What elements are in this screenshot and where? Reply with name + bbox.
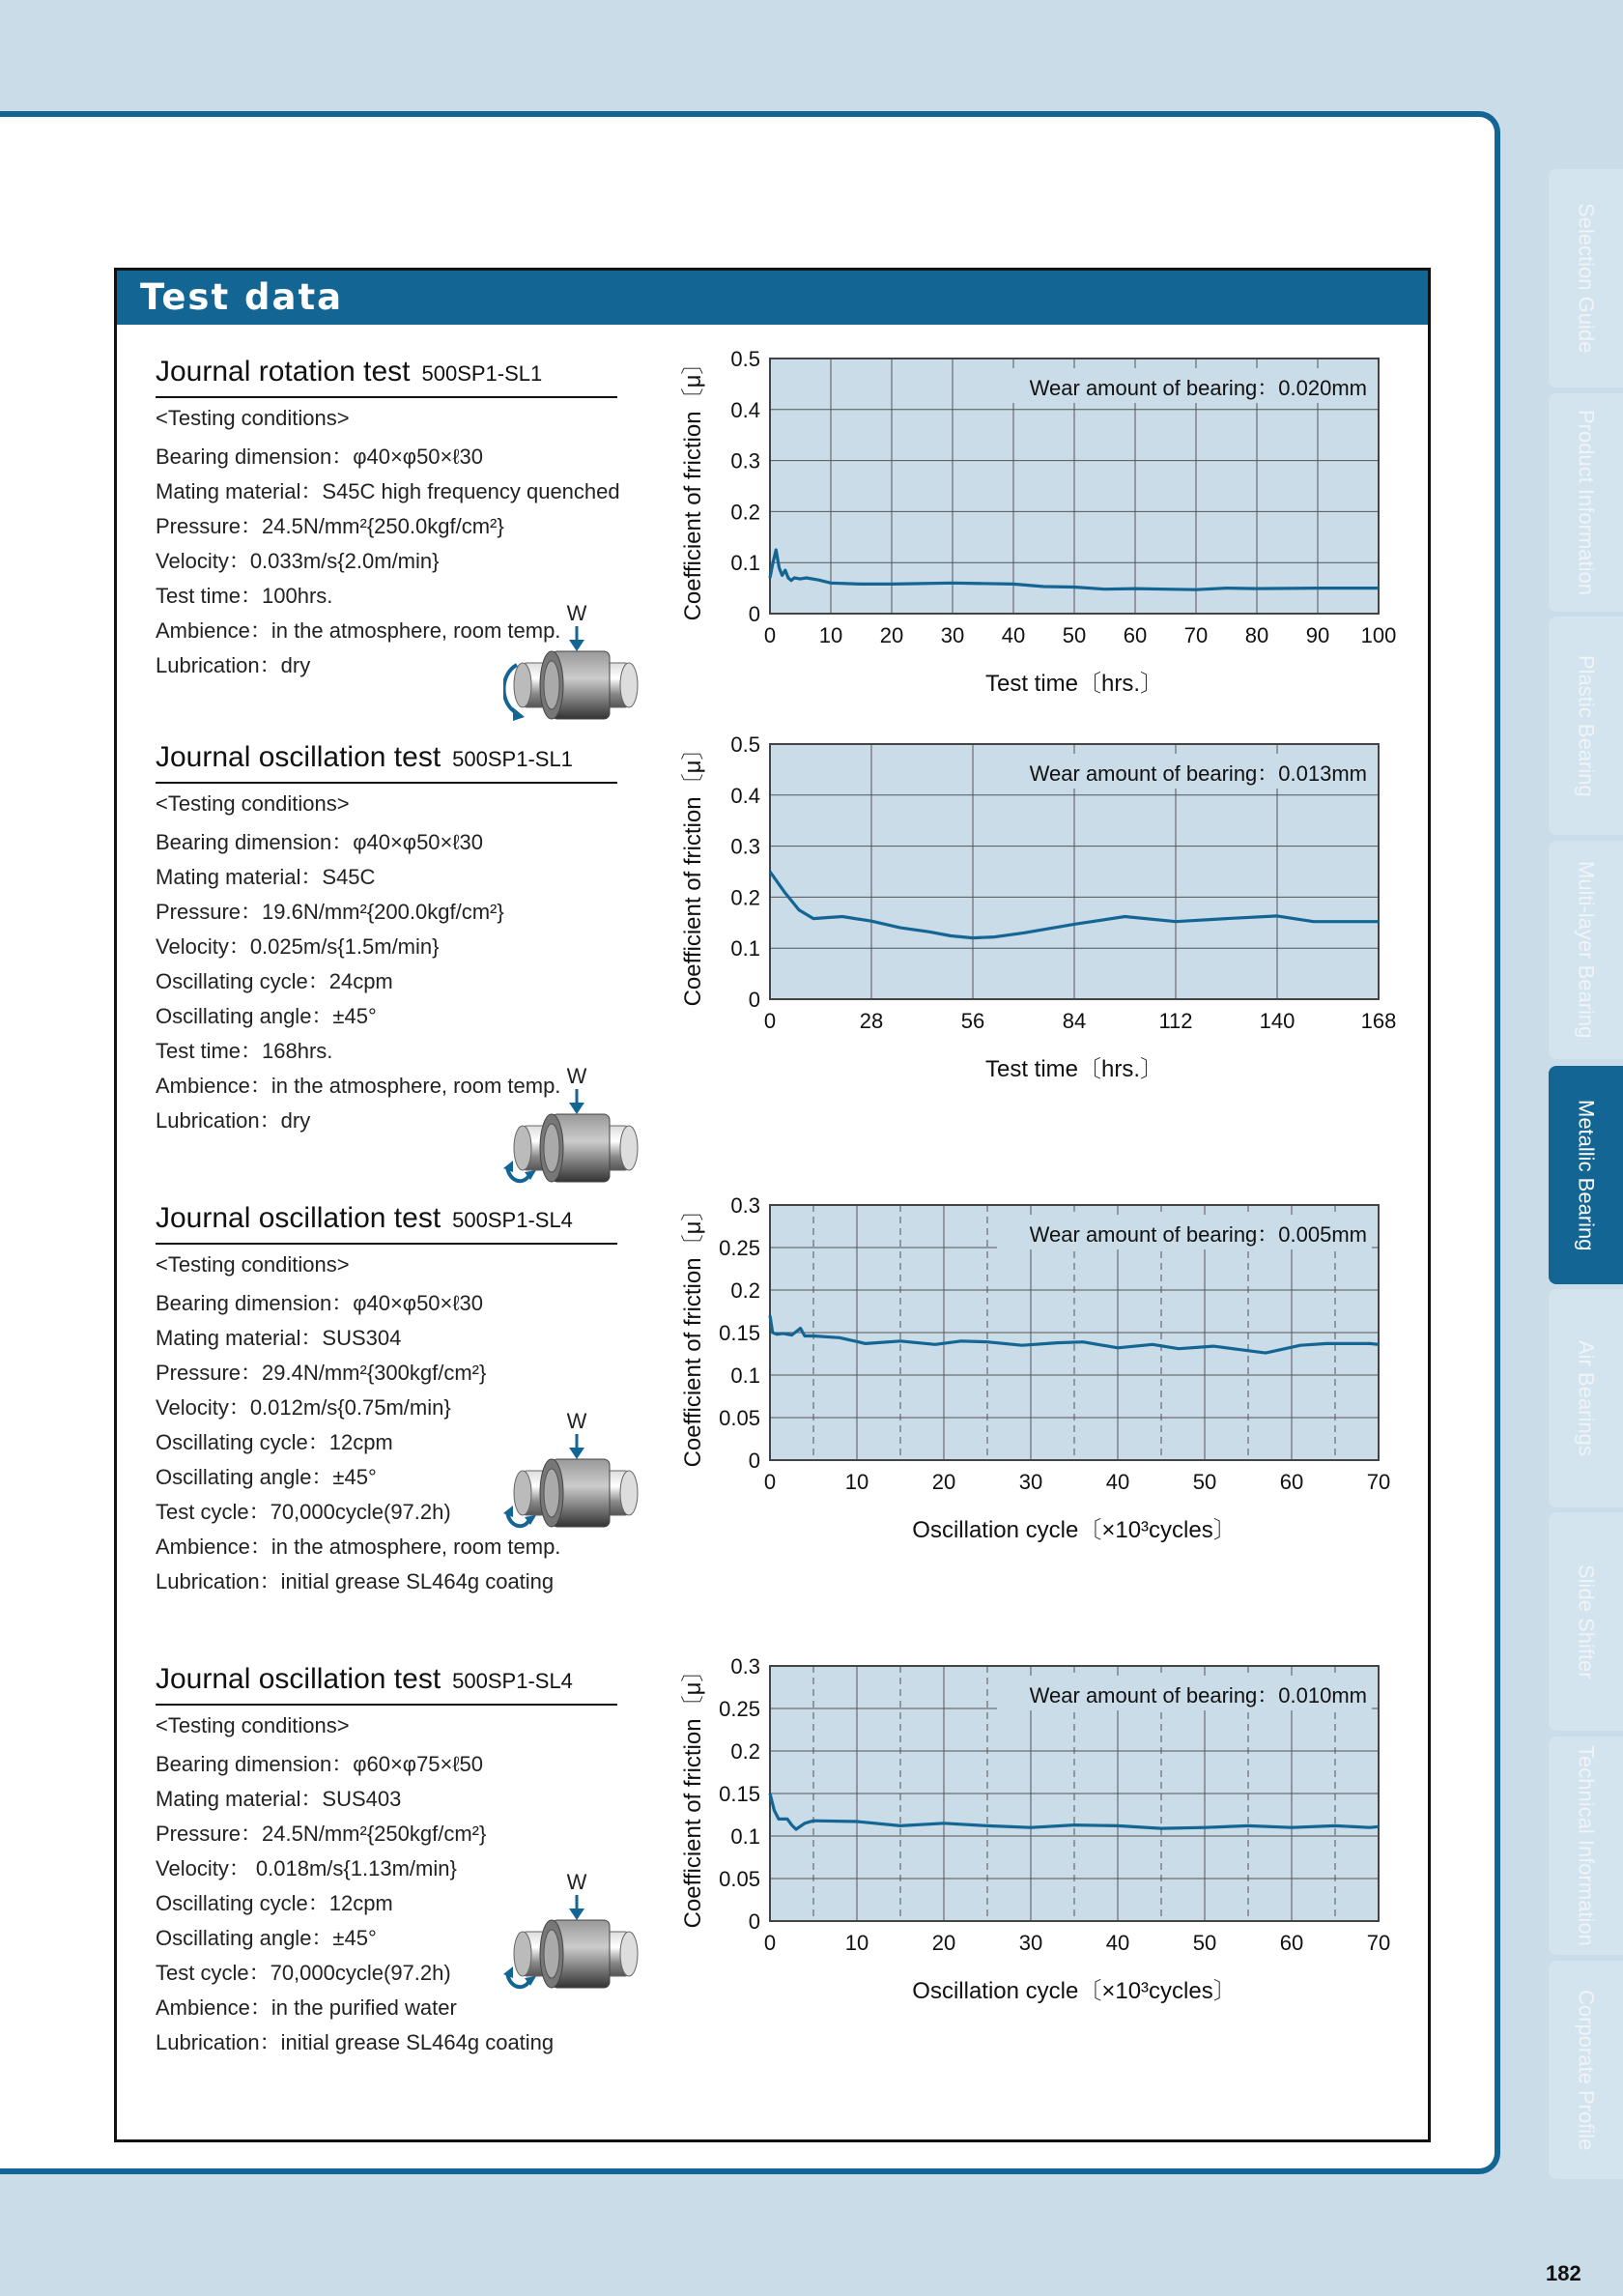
load-label: W bbox=[566, 1409, 587, 1433]
condition-line: Pressure：29.4N/mm²{300kgf/cm²} bbox=[156, 1361, 487, 1385]
panel-title: Test data bbox=[140, 276, 344, 318]
x-tick-label: 50 bbox=[1192, 1931, 1217, 1955]
y-tick-label: 0.1 bbox=[730, 1824, 760, 1849]
y-tick-label: 0.1 bbox=[730, 551, 760, 576]
condition-line: Pressure：24.5N/mm²{250.0kgf/cm²} bbox=[156, 514, 504, 538]
wear-annotation: Wear amount of bearing：0.013mm bbox=[1029, 761, 1367, 786]
y-tick-label: 0.05 bbox=[719, 1406, 760, 1430]
y-tick-label: 0 bbox=[748, 988, 760, 1012]
y-tick-label: 0.1 bbox=[730, 936, 760, 961]
side-tab-multi-layer-bearing[interactable] bbox=[1549, 841, 1623, 1059]
wear-annotation: Wear amount of bearing：0.005mm bbox=[1029, 1222, 1367, 1247]
x-tick-label: 0 bbox=[763, 1931, 777, 1955]
condition-line: Oscillating cycle：24cpm bbox=[156, 969, 393, 993]
load-label: W bbox=[566, 1870, 587, 1894]
x-tick-label: 90 bbox=[1305, 623, 1330, 647]
condition-line: Velocity：0.012m/s{0.75m/min} bbox=[156, 1395, 451, 1420]
side-tab-slide-shifter[interactable] bbox=[1549, 1512, 1623, 1731]
chart-1 bbox=[680, 347, 1396, 697]
test-data-panel bbox=[114, 268, 1431, 2142]
x-tick-label: 70 bbox=[1183, 623, 1209, 647]
side-tab-plastic-bearing[interactable] bbox=[1549, 617, 1623, 835]
condition-line: Pressure：19.6N/mm²{200.0kgf/cm²} bbox=[156, 900, 504, 924]
x-tick-label: 50 bbox=[1062, 623, 1087, 647]
test-title: Journal oscillation test bbox=[156, 741, 441, 773]
y-tick-label: 0.25 bbox=[719, 1697, 760, 1721]
page-number: 182 bbox=[1546, 2261, 1581, 2285]
conditions-heading: <Testing conditions> bbox=[156, 791, 350, 816]
y-tick-label: 0.3 bbox=[730, 834, 760, 859]
x-tick-label: 50 bbox=[1192, 1470, 1217, 1494]
x-tick-label: 40 bbox=[1105, 1931, 1130, 1955]
y-tick-label: 0.25 bbox=[719, 1236, 760, 1260]
x-tick-label: 20 bbox=[879, 623, 904, 647]
chart-4 bbox=[680, 1654, 1390, 2004]
test-code: 500SP1-SL1 bbox=[421, 361, 543, 386]
x-tick-label: 60 bbox=[1279, 1931, 1304, 1955]
condition-line: Ambience：in the purified water bbox=[156, 1995, 457, 2020]
condition-line: Ambience：in the atmosphere, room temp. bbox=[156, 1074, 561, 1098]
condition-line: Test cycle：70,000cycle(97.2h) bbox=[156, 1961, 451, 1985]
x-tick-label: 28 bbox=[859, 1009, 884, 1033]
condition-line: Mating material：S45C bbox=[156, 865, 376, 889]
y-tick-label: 0.3 bbox=[730, 1193, 760, 1218]
side-tab-label: Product Information bbox=[1574, 410, 1599, 595]
y-tick-label: 0 bbox=[748, 602, 760, 626]
condition-line: Oscillating cycle：12cpm bbox=[156, 1891, 393, 1915]
y-tick-label: 0.3 bbox=[730, 1654, 760, 1679]
condition-line: Oscillating angle：±45° bbox=[156, 1926, 377, 1950]
charts-layer bbox=[117, 325, 1428, 2141]
y-tick-label: 0.5 bbox=[730, 347, 760, 371]
conditions-heading: <Testing conditions> bbox=[156, 1713, 350, 1737]
side-tab-air-bearings[interactable] bbox=[1549, 1289, 1623, 1507]
wear-annotation: Wear amount of bearing：0.020mm bbox=[1029, 376, 1367, 400]
x-tick-label: 60 bbox=[1279, 1470, 1304, 1494]
condition-line: Test time：100hrs. bbox=[156, 584, 333, 608]
x-axis-label: Test time〔hrs.〕 bbox=[984, 1056, 1164, 1082]
condition-line: Ambience：in the atmosphere, room temp. bbox=[156, 618, 561, 643]
x-tick-label: 30 bbox=[940, 623, 965, 647]
condition-line: Mating material：SUS403 bbox=[156, 1787, 402, 1811]
condition-line: Test cycle：70,000cycle(97.2h) bbox=[156, 1500, 451, 1524]
condition-line: Velocity： 0.018m/s{1.13m/min} bbox=[156, 1856, 457, 1880]
test-code: 500SP1-SL4 bbox=[452, 1669, 573, 1693]
condition-line: Mating material：S45C high frequency quenched bbox=[156, 479, 620, 503]
y-tick-label: 0.5 bbox=[730, 732, 760, 757]
condition-line: Velocity：0.033m/s{2.0m/min} bbox=[156, 549, 440, 573]
condition-line: Mating material：SUS304 bbox=[156, 1326, 402, 1350]
side-tab-selection-guide[interactable] bbox=[1549, 169, 1623, 387]
x-tick-label: 10 bbox=[818, 623, 843, 647]
x-tick-label: 140 bbox=[1259, 1009, 1296, 1033]
condition-line: Bearing dimension：φ40×φ50×ℓ30 bbox=[156, 830, 483, 854]
y-tick-label: 0.15 bbox=[719, 1782, 760, 1806]
side-tab-label: Slide Shifter bbox=[1574, 1564, 1599, 1679]
condition-line: Velocity：0.025m/s{1.5m/min} bbox=[156, 934, 440, 959]
y-tick-label: 0.3 bbox=[730, 448, 760, 474]
x-tick-label: 10 bbox=[844, 1470, 869, 1494]
x-tick-label: 84 bbox=[1062, 1009, 1087, 1033]
test-code: 500SP1-SL4 bbox=[452, 1208, 573, 1232]
y-tick-label: 0.05 bbox=[719, 1867, 760, 1891]
condition-line: Ambience：in the atmosphere, room temp. bbox=[156, 1535, 561, 1559]
side-tab-label: Air Bearings bbox=[1574, 1340, 1599, 1456]
x-tick-label: 30 bbox=[1018, 1470, 1043, 1494]
conditions-heading: <Testing conditions> bbox=[156, 1252, 350, 1277]
x-tick-label: 40 bbox=[1001, 623, 1026, 647]
condition-line: Test time：168hrs. bbox=[156, 1039, 333, 1063]
x-tick-label: 168 bbox=[1360, 1009, 1397, 1033]
x-tick-label: 100 bbox=[1360, 623, 1397, 647]
condition-line: Bearing dimension：φ40×φ50×ℓ30 bbox=[156, 445, 483, 469]
condition-line: Lubrication：dry bbox=[156, 1108, 311, 1133]
side-tab-label: Corporate Profile bbox=[1574, 1989, 1599, 2151]
x-tick-label: 0 bbox=[763, 1470, 777, 1494]
test-title: Journal rotation test bbox=[156, 356, 411, 387]
side-tab-label: Selection Guide bbox=[1574, 203, 1599, 354]
condition-line: Lubrication：initial grease SL464g coating bbox=[156, 1569, 555, 1593]
test-title: Journal oscillation test bbox=[156, 1202, 441, 1234]
x-tick-label: 56 bbox=[960, 1009, 985, 1033]
condition-line: Oscillating angle：±45° bbox=[156, 1465, 377, 1489]
test-title: Journal oscillation test bbox=[156, 1663, 441, 1695]
y-tick-label: 0.15 bbox=[719, 1321, 760, 1345]
conditions-heading: <Testing conditions> bbox=[156, 406, 350, 430]
condition-line: Oscillating cycle：12cpm bbox=[156, 1430, 393, 1454]
y-tick-label: 0.4 bbox=[730, 397, 760, 422]
load-label: W bbox=[566, 1064, 587, 1088]
x-tick-label: 10 bbox=[844, 1931, 869, 1955]
x-tick-label: 40 bbox=[1105, 1470, 1130, 1494]
side-tab-label: Multi-layer Bearing bbox=[1574, 861, 1599, 1039]
y-tick-label: 0.2 bbox=[730, 500, 760, 525]
condition-line: Bearing dimension：φ40×φ50×ℓ30 bbox=[156, 1291, 483, 1315]
x-tick-label: 0 bbox=[763, 623, 777, 647]
side-tab-label: Metallic Bearing bbox=[1574, 1099, 1599, 1251]
side-tab-metallic-bearing[interactable] bbox=[1549, 1066, 1623, 1284]
x-axis-label: Oscillation cycle〔×10³cycles〕 bbox=[912, 1517, 1237, 1543]
side-tab-corporate-profile[interactable] bbox=[1549, 1961, 1623, 2179]
condition-line: Pressure：24.5N/mm²{250kgf/cm²} bbox=[156, 1822, 487, 1846]
x-tick-label: 60 bbox=[1123, 623, 1148, 647]
y-tick-label: 0.1 bbox=[730, 1363, 760, 1388]
condition-line: Oscillating angle：±45° bbox=[156, 1004, 377, 1028]
condition-line: Lubrication：dry bbox=[156, 653, 311, 677]
x-tick-label: 20 bbox=[931, 1931, 956, 1955]
condition-line: Lubrication：initial grease SL464g coating bbox=[156, 2030, 555, 2054]
y-tick-label: 0 bbox=[748, 1449, 760, 1473]
load-label: W bbox=[566, 601, 587, 625]
y-axis-label: Coefficient of friction〔μ〕 bbox=[680, 736, 706, 1007]
y-axis-label: Coefficient of friction〔μ〕 bbox=[680, 1658, 706, 1929]
test-code: 500SP1-SL1 bbox=[452, 747, 573, 771]
x-tick-label: 30 bbox=[1018, 1931, 1043, 1955]
x-tick-label: 0 bbox=[763, 1009, 777, 1033]
y-tick-label: 0.2 bbox=[730, 885, 760, 910]
y-tick-label: 0.4 bbox=[730, 783, 760, 808]
side-tab-product-information[interactable] bbox=[1549, 393, 1623, 612]
y-axis-label: Coefficient of friction〔μ〕 bbox=[680, 351, 706, 621]
x-tick-label: 70 bbox=[1366, 1470, 1391, 1494]
side-tab-label: Technical Information bbox=[1574, 1745, 1599, 1946]
side-tab-technical-information[interactable] bbox=[1549, 1736, 1623, 1955]
y-tick-label: 0 bbox=[748, 1909, 760, 1934]
wear-annotation: Wear amount of bearing：0.010mm bbox=[1029, 1683, 1367, 1708]
x-axis-label: Test time〔hrs.〕 bbox=[984, 671, 1164, 697]
y-axis-label: Coefficient of friction〔μ〕 bbox=[680, 1197, 706, 1468]
y-tick-label: 0.2 bbox=[730, 1739, 760, 1764]
x-tick-label: 80 bbox=[1244, 623, 1269, 647]
chart-2 bbox=[680, 732, 1396, 1082]
panel-header bbox=[117, 271, 1428, 325]
condition-line: Bearing dimension：φ60×φ75×ℓ50 bbox=[156, 1752, 483, 1776]
x-axis-label: Oscillation cycle〔×10³cycles〕 bbox=[912, 1978, 1237, 2004]
x-tick-label: 70 bbox=[1366, 1931, 1391, 1955]
x-tick-label: 112 bbox=[1158, 1009, 1193, 1033]
side-tab-label: Plastic Bearing bbox=[1574, 654, 1599, 797]
chart-3 bbox=[680, 1193, 1390, 1543]
y-tick-label: 0.2 bbox=[730, 1278, 760, 1303]
x-tick-label: 20 bbox=[931, 1470, 956, 1494]
